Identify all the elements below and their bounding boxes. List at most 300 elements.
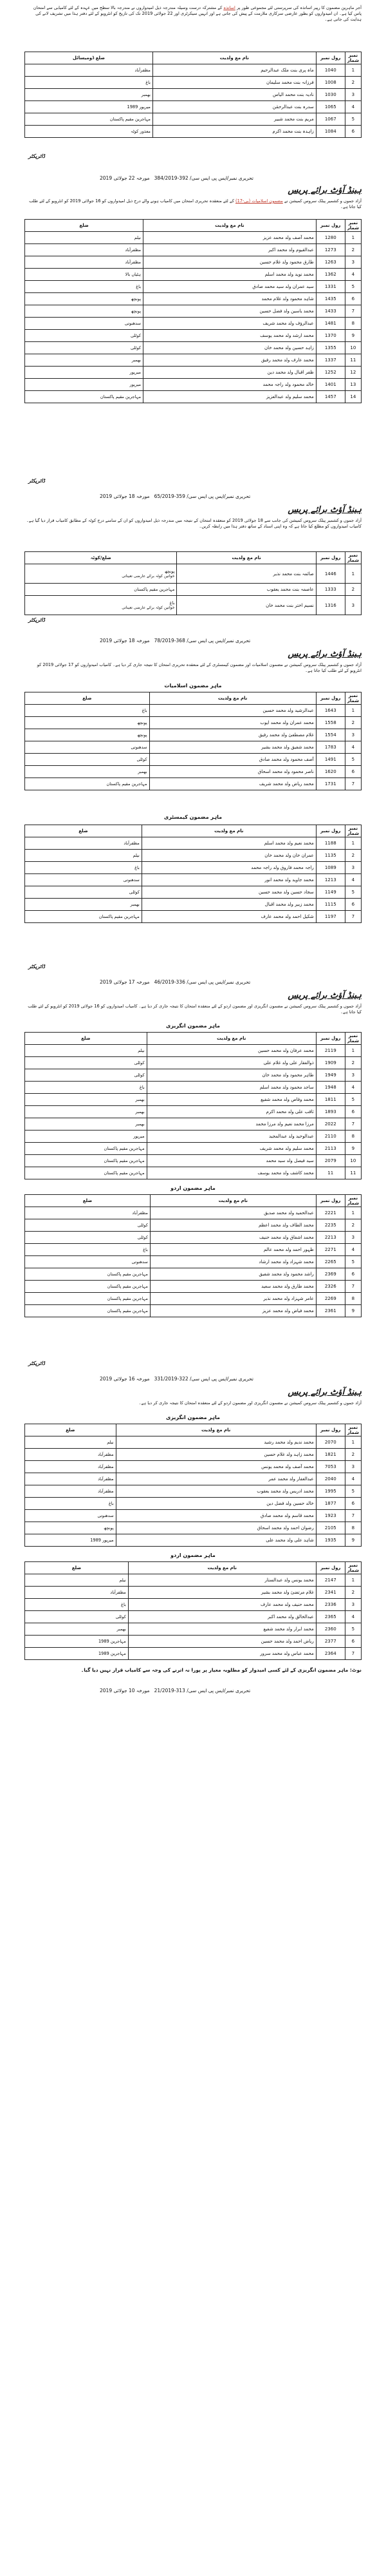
cell-name: شکیل احمد ولد محمد عارف (142, 911, 316, 923)
cell-district: کوٹلی (25, 754, 150, 766)
cell-num: 6 (345, 1106, 361, 1118)
table-row (25, 89, 362, 101)
cell-district: مظفرآباد (25, 1587, 129, 1599)
cell-district: مظفرآباد (25, 64, 153, 77)
cell-num: 6 (345, 1268, 361, 1281)
ref-number: تحریری نمبر/ایس پی ایس سی/ 359-65/2019 (154, 493, 251, 499)
cell-name: راشد محمود ولد محمد شفیق (150, 1268, 316, 1281)
cell-name: محمد الطاف ولد محمد اعظم (150, 1219, 316, 1232)
cell-roll: 1783 (316, 741, 345, 754)
cell-name: مرزا محمد نعیم ولد مرزا محمد (147, 1118, 316, 1131)
cell-district: باغ (25, 1244, 151, 1256)
cell-roll: 2079 (316, 1155, 345, 1167)
cell-name: محمد عباس ولد محمد سرور (128, 1648, 316, 1660)
cell-name: ثاقب علی ولد محمد اکرم (147, 1106, 316, 1118)
director-signature: ڈائریکٹر (28, 617, 45, 623)
cell-roll: 11 (316, 1167, 345, 1179)
cell-district: میرپور (25, 1131, 147, 1143)
cell-district: بھمبر (25, 354, 143, 367)
table-row (25, 911, 362, 923)
cell-num: 5 (345, 1485, 361, 1498)
table-row (25, 1219, 362, 1232)
cell-name: محمد شفیق ولد محمد بشیر (149, 741, 316, 754)
cell-district: کوٹلی (25, 1219, 151, 1232)
cell-district: مہاجرین مقیم پاکستان (25, 1167, 147, 1179)
ref-number: تحریری نمبر/ایس پی ایس سی/ 313-21/2019 (154, 1688, 251, 1693)
cell-roll: 2377 (316, 1636, 345, 1648)
cell-name: محمد شہزاد ولد محمد ارشاد (150, 1256, 316, 1268)
cell-name: عبدالرؤف ولد محمد شریف (143, 318, 317, 330)
table-row (25, 564, 362, 584)
column-header-district: ضلع (25, 692, 150, 705)
cell-district: بھمبر (25, 899, 142, 911)
cell-name: محمد آصف ولد محمد عزیز (143, 232, 317, 244)
cell-name: محمد فیاض ولد محمد عزیز (150, 1305, 316, 1317)
cell-roll: 1337 (316, 354, 345, 367)
cell-quota: خواتین کوٹہ برائے عارضی تعیناتی (122, 574, 175, 578)
table-row (25, 596, 362, 615)
cell-district: مہاجرین مقیم پاکستان (25, 1293, 151, 1305)
cell-roll: 1135 (316, 850, 345, 862)
cell-district: باغ (25, 705, 150, 717)
column-header-name: نام مع ولدیت (143, 220, 317, 232)
para-text: آجر ماہرین مضمون کا رپیر اساتذہ کی سرپرستی لئے مجموعی طور پر (236, 5, 362, 10)
column-header-name: نام مع ولدیت (149, 692, 316, 705)
table-row (25, 741, 362, 754)
cell-name: نادیہ بنت محمد الیاس (152, 89, 316, 101)
table-header-row (25, 1424, 362, 1436)
table-row (25, 1623, 362, 1636)
cell-district: مظفرآباد (25, 1207, 151, 1219)
cell-district: نیلم (25, 1045, 147, 1057)
cell-name: محمد ارشد ولد محمد یوسف (143, 330, 317, 342)
cell-num: 7 (345, 305, 361, 318)
cell-num: 6 (345, 293, 361, 305)
cell-roll: 2326 (316, 1281, 345, 1293)
cell-district: نیلم (25, 1574, 129, 1587)
cell-roll: 2113 (316, 1143, 345, 1155)
cell-name: محمد عرفان ولد محمد حسین (147, 1045, 316, 1057)
cell-num: 6 (345, 126, 361, 138)
cell-name: آصف محمود ولد محمد صادق (149, 754, 316, 766)
cell-name: زاہد حسین ولد محمد خان (143, 342, 317, 354)
cell-district: مہاجرین مقیم پاکستان (25, 778, 150, 790)
cell-district: میرپور 1989 (25, 101, 153, 113)
cell-roll: 1554 (316, 729, 345, 741)
cell-roll: 1909 (316, 1057, 345, 1069)
cell-district: سدھنوتی (25, 318, 143, 330)
table-row (25, 1449, 362, 1461)
column-header-district: ضلع ڈومیسائل (25, 52, 153, 64)
cell-num: 9 (345, 1534, 361, 1547)
cell-num: 9 (345, 1305, 361, 1317)
table-row (25, 1574, 362, 1587)
cell-roll: 1401 (316, 379, 345, 391)
cell-district-text: باغ (169, 600, 175, 606)
reference-line (100, 1688, 250, 1693)
cell-roll: 1149 (316, 886, 345, 899)
cell-roll: 2235 (316, 1219, 345, 1232)
cell-name: عبدالحمید ولد محمد صدیق (150, 1207, 316, 1219)
cell-name: ماہ پری بنت ملک عبدالرحیم (152, 64, 316, 77)
cell-name: محمد جاوید ولد محمد انور (142, 874, 316, 886)
cell-roll: 1935 (316, 1534, 345, 1547)
column-header-name: نام مع ولدیت (152, 52, 316, 64)
cell-district: سدھنوتی (25, 874, 142, 886)
cell-district (25, 564, 177, 584)
cell-roll: 2105 (316, 1522, 345, 1534)
cell-num: 2 (345, 1219, 361, 1232)
cell-district: باغ (25, 281, 143, 293)
cell-name: محمد سلیم ولد محمد شریف (147, 1143, 316, 1155)
cell-district: باغ (25, 77, 153, 89)
table-row (25, 318, 362, 330)
cell-num: 2 (345, 717, 361, 729)
para-highlight: مضمون اسلامیات (بی-17) (235, 198, 283, 204)
cell-district: ہٹیاں بالا (25, 269, 143, 281)
table-header-row (25, 1033, 362, 1045)
cell-name: ریاض احمد ولد محمد حسین (128, 1636, 316, 1648)
cell-roll: 1433 (316, 305, 345, 318)
cell-roll: 2360 (316, 1623, 345, 1636)
ref-date: مورخہ 17 جولائی 2019 (100, 979, 150, 985)
cell-num: 7 (345, 1118, 361, 1131)
cell-name: عبدالغفار ولد محمد عمر (116, 1473, 316, 1485)
table-row (25, 1587, 362, 1599)
director-signature: ڈائریکٹر (28, 964, 45, 969)
section-2-title: ہینڈ آؤٹ برائے پریس (288, 186, 362, 195)
cell-roll: 1811 (316, 1094, 345, 1106)
cell-name: مریم بنت محمد شبیر (152, 113, 316, 126)
cell-roll: 1435 (316, 293, 345, 305)
cell-district: پونچھ (25, 1522, 116, 1534)
cell-num: 3 (345, 1069, 361, 1082)
para-text: کے مشترکہ درست وسیلہ مندرجہ ذیل امیدواروں نے مندرجہ بالا سطح میں عہدہ کے لئے کامیابی سے امتحان پاس کیا ہے۔ ان امیدواروں کو بطور عارضی سرکاری ملازمت کے پیش کی جاتی ہے اور انہیں سیکرٹری اور 22 جولائی 2019 تک کی تاریخ کو انٹرویو کے لئے دفتر ہذا میں تشریف لانے کی ہدایت کی جاتی ہے۔ (33, 5, 362, 22)
cell-num: 2 (345, 1449, 361, 1461)
results-table-1 (24, 52, 362, 138)
table-row (25, 584, 362, 596)
cell-name: نسیم اختر بنت محمد خان (177, 596, 316, 615)
table-row (25, 1155, 362, 1167)
section-5-paragraph: آزاد جموں و کشمیر پبلک سروس کمیشن نے مضمون انگریزی اور مضمون اردو کے لئے منعقدہ امتحان کا نتیجہ جاری کر دیا ہے۔ کامیاب امیدواروں کو 16 جولائی 2019 کو انٹرویو کے لئے طلب کیا جاتا ہے۔ (28, 1004, 362, 1015)
table-row (25, 1069, 362, 1082)
cell-district: پونچھ (25, 717, 150, 729)
ref-date: مورخہ 18 جولائی 2019 (100, 493, 150, 499)
cell-district: مہاجرین مقیم پاکستان (25, 1305, 151, 1317)
cell-district: مہاجرین مقیم پاکستان (25, 1281, 151, 1293)
cell-num: 3 (345, 1461, 361, 1473)
section-2 (0, 198, 386, 210)
cell-roll: 2341 (316, 1587, 345, 1599)
cell-district: باغ (25, 1082, 147, 1094)
cell-name: ظہور احمد ولد محمد عالم (150, 1244, 316, 1256)
table-row (25, 77, 362, 89)
cell-roll: 2070 (316, 1436, 345, 1449)
results-table-5b (24, 1194, 362, 1317)
cell-name: ساجد محمود ولد محمد اسلم (147, 1082, 316, 1094)
cell-roll: 1030 (316, 89, 345, 101)
cell-name: محمد نوید ولد محمد اسلم (143, 269, 317, 281)
cell-num: 2 (345, 1057, 361, 1069)
cell-district: مہاجرین 1989 (25, 1636, 129, 1648)
cell-num: 12 (345, 367, 361, 379)
cell-name: زاہدہ بنت محمد اکرم (152, 126, 316, 138)
column-header-num: نمبر شمار (345, 552, 361, 564)
table-row (25, 1648, 362, 1660)
table-row (25, 126, 362, 138)
cell-district: باغ (25, 1498, 116, 1510)
cell-roll: 1040 (316, 64, 345, 77)
cell-num: 3 (345, 1599, 361, 1611)
cell-name: عبدالرشید ولد محمد حسین (149, 705, 316, 717)
table-row (25, 1305, 362, 1317)
cell-num: 3 (345, 89, 361, 101)
results-table-3 (24, 551, 362, 615)
cell-name: طاہر محمود ولد محمد خان (147, 1069, 316, 1082)
cell-num: 11 (345, 1167, 361, 1179)
cell-roll: 1263 (316, 256, 345, 269)
cell-num: 3 (345, 862, 361, 874)
cell-num: 14 (345, 391, 361, 403)
cell-roll: 1620 (316, 766, 345, 778)
cell-roll: 1821 (316, 1449, 345, 1461)
cell-roll: 2269 (316, 1293, 345, 1305)
cell-roll: 2213 (316, 1232, 345, 1244)
section-6-title: ہینڈ آؤٹ برائے پریس (288, 1388, 362, 1397)
subject-heading-english: ماہر مضمون انگریزی (166, 1415, 220, 1420)
cell-num: 8 (345, 1522, 361, 1534)
section-3-title: ہینڈ آؤٹ برائے پریس (288, 505, 362, 515)
cell-num: 4 (345, 1611, 361, 1623)
cell-district-text: پونچھ (164, 569, 175, 574)
cell-roll: 1089 (316, 862, 345, 874)
cell-district: مظفرآباد (25, 244, 143, 256)
cell-roll: 1316 (316, 596, 345, 615)
cell-name: محمد حنیف ولد محمد عارف (128, 1599, 316, 1611)
cell-district: کوٹلی (25, 1069, 147, 1082)
cell-district: بھمبر (25, 766, 150, 778)
table-row (25, 1167, 362, 1179)
cell-num: 10 (345, 342, 361, 354)
cell-name: فرزانہ بنت محمد سلیمان (152, 77, 316, 89)
column-header-name: نام مع ولدیت (177, 552, 316, 564)
cell-district: میرپور 1989 (25, 1534, 116, 1547)
results-table-4b (24, 825, 362, 923)
results-table-5a (24, 1032, 362, 1179)
table-row (25, 1082, 362, 1094)
cell-name: عامر شہزاد ولد محمد نذیر (150, 1293, 316, 1305)
cell-num: 4 (345, 741, 361, 754)
table-row (25, 367, 362, 379)
cell-name: خالد حسین ولد فضل دین (116, 1498, 316, 1510)
cell-district: کوٹلی (25, 330, 143, 342)
table-row (25, 1106, 362, 1118)
table-row (25, 281, 362, 293)
column-header-roll: رول نمبر (316, 220, 345, 232)
table-row (25, 1256, 362, 1268)
cell-name: غلام مصطفیٰ ولد محمد رفیق (149, 729, 316, 741)
cell-num: 5 (345, 886, 361, 899)
column-header-roll: رول نمبر (316, 1033, 345, 1045)
table-row (25, 1510, 362, 1522)
table-header-row (25, 552, 362, 564)
section-2-paragraph (24, 198, 362, 210)
cell-num: 1 (345, 1045, 361, 1057)
footnote: نوٹ: ماہر مضمون انگریزی کے لئے کسی امیدوار کو مطلوبہ معیار پر پورا نہ اترنے کی وجہ سے کامیاب قرار نہیں دیا گیا۔ (80, 1667, 362, 1673)
column-header-district: ضلع (25, 1033, 147, 1045)
table-row (25, 342, 362, 354)
cell-num: 5 (345, 1623, 361, 1636)
cell-roll: 2221 (316, 1207, 345, 1219)
section-3-paragraph: آزاد جموں و کشمیر پبلک سروس کمیشن کی جانب سے 18 جولائی 2019 کو منعقدہ امتحان کے نتیجہ میں مندرجہ ذیل امیدواروں کو ان کے سامنے درج کوٹہ کے مطابق کامیاب قرار دیا گیا ہے۔ کامیاب امیدواروں کو مطلع کیا جاتا ہے کہ وہ اپنی اسناد کے ساتھ دفتر ہذا میں رابطہ کریں۔ (26, 518, 362, 529)
cell-name: عمران خان ولد محمد خان (142, 850, 316, 862)
column-header-district: ضلع (25, 1424, 116, 1436)
table-row (25, 269, 362, 281)
cell-name: ناصر محمود ولد محمد اسحاق (149, 766, 316, 778)
table-row (25, 1599, 362, 1611)
cell-num: 2 (345, 77, 361, 89)
table-row (25, 886, 362, 899)
cell-roll: 1481 (316, 318, 345, 330)
table-row (25, 64, 362, 77)
cell-num: 1 (345, 232, 361, 244)
cell-name: رضوان احمد ولد محمد اسحاق (116, 1522, 316, 1534)
table-row (25, 1534, 362, 1547)
ref-date: مورخہ 16 جولائی 2019 (100, 1376, 150, 1382)
cell-num: 1 (345, 1436, 361, 1449)
cell-num: 1 (345, 705, 361, 717)
cell-name: خالد محمود ولد راجہ محمد (143, 379, 317, 391)
cell-num: 1 (345, 837, 361, 850)
cell-num: 5 (345, 281, 361, 293)
cell-district: کوٹلی (25, 1611, 129, 1623)
column-header-num: نمبر شمار (345, 692, 361, 705)
ref-date: مورخہ 10 جولائی 2019 (100, 1688, 150, 1693)
cell-district: مظفرآباد (25, 1449, 116, 1461)
table-row (25, 1057, 362, 1069)
cell-num: 6 (345, 1636, 361, 1648)
column-header-name: نام مع ولدیت (147, 1033, 316, 1045)
reference-line (100, 175, 253, 181)
table-row (25, 232, 362, 244)
subject-heading-urdu: ماہر مضمون اردو (170, 1552, 216, 1558)
cell-roll: 2369 (316, 1268, 345, 1281)
cell-num: 3 (345, 1232, 361, 1244)
cell-name: شاہد علی ولد محمد علی (116, 1534, 316, 1547)
column-header-num: نمبر شمار (345, 1195, 361, 1207)
cell-roll: 2365 (316, 1611, 345, 1623)
cell-num: 4 (345, 1082, 361, 1094)
ref-date: مورخہ 22 جولائی 2019 (100, 175, 150, 181)
column-header-name: نام مع ولدیت (142, 825, 316, 837)
cell-district: بھمبر (25, 89, 153, 101)
cell-roll: 1333 (316, 584, 345, 596)
table-row (25, 391, 362, 403)
cell-num: 1 (345, 64, 361, 77)
cell-name: عبدالوحید ولد عبدالمجید (147, 1131, 316, 1143)
table-row (25, 874, 362, 886)
section-3 (0, 518, 386, 530)
table-row (25, 1461, 362, 1473)
cell-roll: 1084 (316, 126, 345, 138)
section-5-title: ہینڈ آؤٹ برائے پریس (288, 991, 362, 1000)
cell-num: 8 (345, 1131, 361, 1143)
cell-district: پونچھ (25, 305, 143, 318)
reference-line (100, 1376, 253, 1382)
cell-name: راجہ محمد فاروق ولد راجہ محمد (142, 862, 316, 874)
cell-num: 6 (345, 766, 361, 778)
ref-number: تحریری نمبر/ایس پی ایس سی/ 322-331/2019 (154, 1376, 253, 1382)
table-row (25, 1473, 362, 1485)
cell-roll: 1877 (316, 1498, 345, 1510)
table-row (25, 1232, 362, 1244)
results-table-2 (24, 219, 362, 403)
cell-roll: 1280 (316, 232, 345, 244)
cell-name: ظفر اقبال ولد محمد دین (143, 367, 317, 379)
column-header-roll: رول نمبر (316, 52, 345, 64)
cell-roll: 2147 (316, 1574, 345, 1587)
table-row (25, 1045, 362, 1057)
cell-num: 5 (345, 754, 361, 766)
cell-district: مظفرآباد (25, 837, 142, 850)
results-table-6a (24, 1424, 362, 1547)
cell-name: سدرہ بنت عبدالرحمٰن (152, 101, 316, 113)
cell-roll: 1446 (316, 564, 345, 584)
cell-district: بھمبر (25, 1118, 147, 1131)
table-row (25, 1131, 362, 1143)
table-row (25, 113, 362, 126)
cell-roll: 2364 (316, 1648, 345, 1660)
column-header-roll: رول نمبر (316, 825, 345, 837)
cell-roll: 1362 (316, 269, 345, 281)
cell-name: محمد یونس ولد عبدالستار (128, 1574, 316, 1587)
cell-name: سید فیصل ولد سید محمد (147, 1155, 316, 1167)
table-row (25, 244, 362, 256)
cell-district: مہاجرین مقیم پاکستان (25, 911, 142, 923)
cell-district: نیلم (25, 1436, 116, 1449)
cell-district: مظفرآباد (25, 1473, 116, 1485)
table-row (25, 899, 362, 911)
cell-district: کوٹلی (25, 886, 142, 899)
cell-quota: خواتین کوٹہ برائے عارضی تعیناتی (122, 606, 175, 610)
table-row (25, 1522, 362, 1534)
cell-name: ذوالفقار علی ولد غلام علی (147, 1057, 316, 1069)
director-signature: ڈائریکٹر (28, 478, 45, 484)
subject-heading-english: ماہر مضمون انگریزی (166, 1023, 220, 1029)
cell-roll: 1355 (316, 342, 345, 354)
cell-num: 4 (345, 101, 361, 113)
table-row (25, 293, 362, 305)
table-row (25, 330, 362, 342)
results-table-6b (24, 1561, 362, 1660)
cell-num: 3 (345, 256, 361, 269)
cell-district: کوٹلی (25, 1232, 151, 1244)
cell-num: 9 (345, 330, 361, 342)
cell-district: بھمبر (25, 1106, 147, 1118)
cell-num: 2 (345, 1587, 361, 1599)
cell-num: 7 (345, 1281, 361, 1293)
table-row (25, 1118, 362, 1131)
column-header-num: نمبر شمار (345, 1424, 361, 1436)
cell-district (25, 596, 177, 615)
cell-num: 5 (345, 1094, 361, 1106)
cell-num: 1 (345, 564, 361, 584)
cell-district: مہاجرین مقیم پاکستان (25, 1143, 147, 1155)
para-highlight: اساتذہ (223, 5, 235, 10)
cell-name: محمد کاشف ولد محمد یوسف (147, 1167, 316, 1179)
cell-district: مظفرآباد (25, 1461, 116, 1473)
table-row (25, 717, 362, 729)
